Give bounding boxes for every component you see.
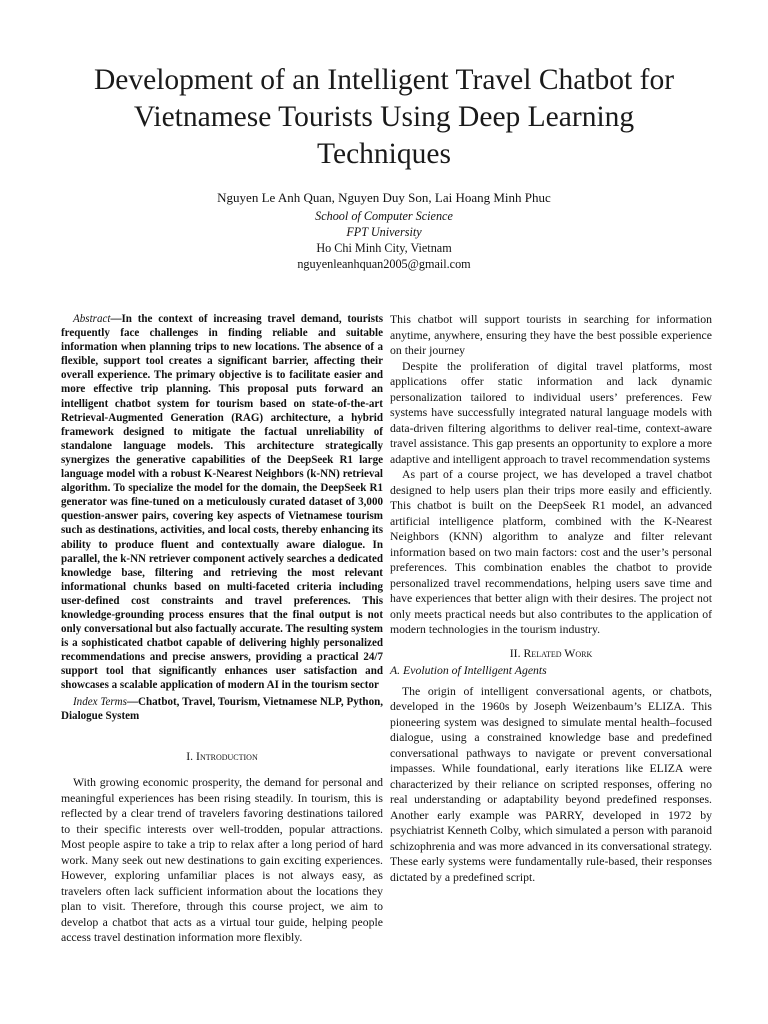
index-terms-text: —Chatbot, Travel, Tourism, Vietnamese NLP, Python, Dialogue System xyxy=(61,695,384,722)
abstract xyxy=(61,312,383,693)
author-names: Nguyen Le Anh Quan, Nguyen Duy Son, Lai Hoang Minh Phuc xyxy=(217,190,551,205)
introduction-paragraph: With growing economic prosperity, the demand for personal and meaningful experiences has been rising steadily. In tourism, this is reflected by a clear trend of travelers favoring destinations tailored to their specific interests over well-trodden, popular attractions. Most people aspire to take a trip to relax after a long period of hard work. Many seek out new destinations to gain exciting experiences. However, exploring unfamiliar places is not always easy, as travelers often lack sufficient information about the locations they plan to visit. Therefore, through this course project, we aim to develop a chatbot that acts as a virtual tour guide, helping people access travel destination information more flexibly. xyxy=(61,776,383,945)
author-department: School of Computer Science xyxy=(315,209,453,223)
author-location: Ho Chi Minh City, Vietnam xyxy=(316,241,452,255)
author-email: nguyenleanhquan2005@gmail.com xyxy=(297,257,471,271)
index-terms xyxy=(61,695,383,723)
paragraph: As part of a course project, we has developed a travel chatbot designed to help users plan their trips more easily and efficiently. This chatbot is built on the DeepSeek R1 model, an advanced artificial intelligence platform, combined with the K-Nearest Neighbors (KNN) algorithm to analyze and filter relevant information based on two main factors: cost and the user’s personal preferences. This combination enables the chatbot to provide personalized travel recommendations, helping users save time and have experiences that better align with their desires. The project not only meets practical needs but also contributes to the application of modern technologies in the tourism industry. xyxy=(390,468,712,636)
abstract-text: —In the context of increasing travel demand, tourists frequently face challenges in finding reliable and suitable information when planning trips to new locations. The absence of a flexible, support tool creates a significant barrier, affecting their overall experience. The primary objective is to facilitate easier and more effective trip planning. This proposal puts forward an intelligent chatbot system for tourism based on state-of-the-art Retrieval-Augmented Generation (RAG) architecture, a hybrid framework designed to mitigate the factual unreliability of standalone language models. This architecture strategically synergizes the generative capabilities of the DeepSeek R1 large language model with a robust K-Nearest Neighbors (k-NN) retrieval algorithm. To specialize the model for the domain, the DeepSeek R1 generator was fine-tuned on a meticulously curated dataset of 3,000 question-answer pairs, covering key aspects of Vietnamese tourism such as destinations, activities, and local costs, thereby enhancing its ability to produce fluent and contextually aware dialogue. In parallel, the k-NN retriever component actively searches a dedicated knowledge base, filtering and retrieving the most relevant informational chunks based on multi-faceted criteria including user-defined cost constraints and travel preferences. This knowledge-grounding process ensures that the final output is not only conversational but also factually accurate. The resulting system is a sophisticated chatbot capable of delivering highly personalized recommendations and precise answers, providing a practical 24/7 support tool that significantly enhances user satisfaction and showcases a scalable application of modern AI in the tourism sector xyxy=(61,313,383,692)
section-heading-introduction: I. Introduction xyxy=(186,749,258,763)
title-line: Techniques xyxy=(317,138,451,170)
paper-title xyxy=(40,62,728,173)
abstract-label: Abstract xyxy=(73,313,111,325)
left-column xyxy=(61,312,383,946)
title-line: Vietnamese Tourists Using Deep Learning xyxy=(133,101,635,133)
title-line: Development of an Intelligent Travel Chatbot for xyxy=(93,64,675,96)
paragraph: This chatbot will support tourists in searching for information anytime, anywhere, ensuring they have the best possible experience on their journey xyxy=(390,313,712,357)
author-university: FPT University xyxy=(346,225,422,239)
index-terms-label: Index Terms xyxy=(73,695,127,708)
paragraph: Despite the proliferation of digital travel platforms, most applications offer static information and lack dynamic personalization tailored to individual users’ preferences. Few systems have successfully integrated natural language models with data-driven filtering algorithms to deliver real-time, context-aware travel assistance. This gap presents an opportunity to explore a more adaptive and intelligent approach to travel recommendation systems xyxy=(390,359,712,466)
related-work-paragraph: The origin of intelligent conversational agents, or chatbots, developed in the 1960s by Joseph Weizenbaum’s ELIZA. This pioneering system was designed to simulate mental health–focused dialogue, using a constrained knowledge base and predefined conversational pathways to navigate or prevent conversational impasses. While foundational, early iterations like ELIZA were characterized by their reliance on scripted responses, offering no real understanding or adaptability beyond predefined responses. Another early example was PARRY, developed in 1972 by psychiatrist Kenneth Colby, which simulated a person with paranoid schizophrenia and was more advanced in its conversational strategy. These early systems were fundamentally rule-based, their responses dictated by a predefined script. xyxy=(390,684,712,884)
author-block xyxy=(0,190,768,272)
section-heading-related-work: II. Related Work xyxy=(509,646,593,660)
subsection-heading: A. Evolution of Intelligent Agents xyxy=(390,664,547,677)
right-column xyxy=(390,312,712,885)
